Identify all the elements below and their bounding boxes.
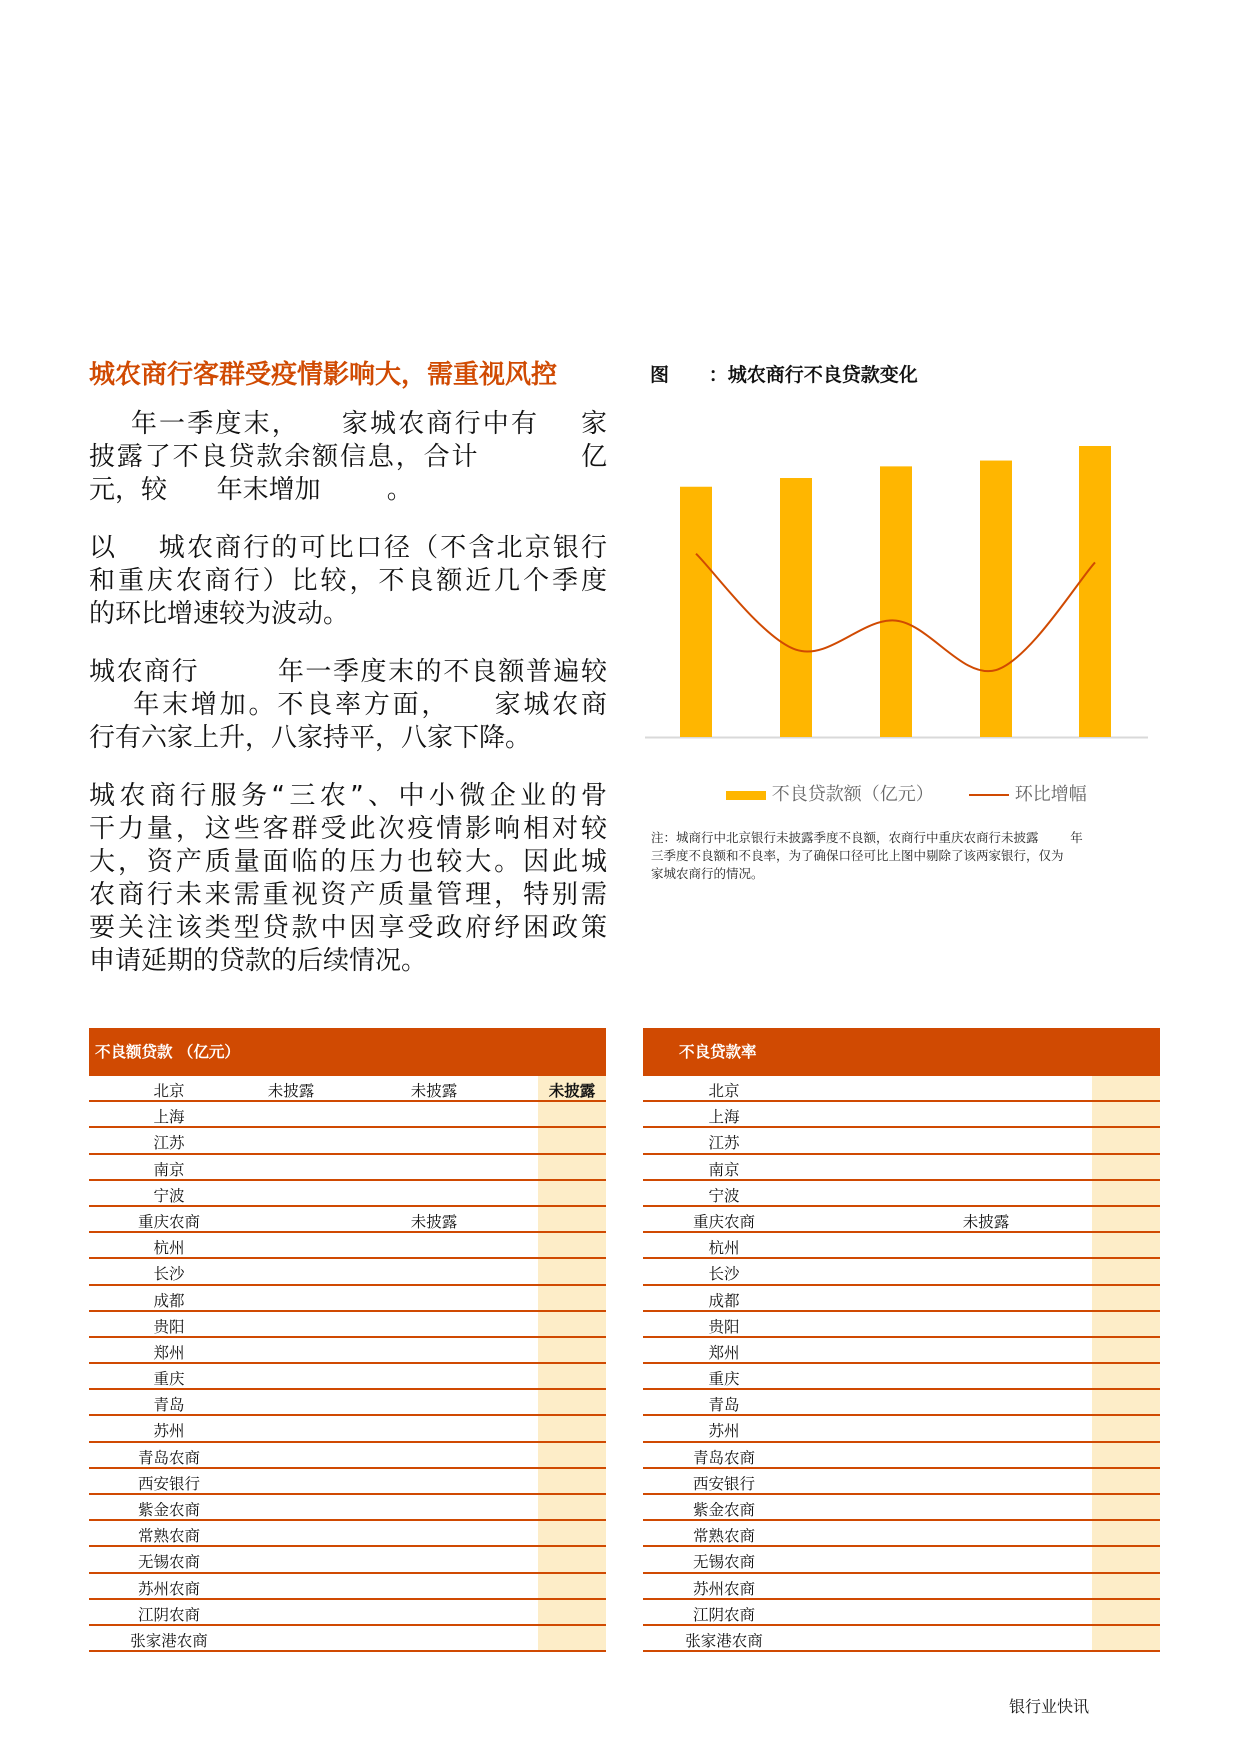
row-label: 青岛农商 bbox=[137, 1448, 201, 1467]
table-row bbox=[89, 1443, 606, 1469]
row-label: 江苏 bbox=[153, 1134, 185, 1153]
row-label: 苏州 bbox=[153, 1422, 185, 1441]
row-label: 贵阳 bbox=[708, 1317, 740, 1336]
row-label: 成都 bbox=[153, 1291, 185, 1310]
paragraph-line: 城农商行 年一季度末的不良额普遍较 bbox=[89, 657, 607, 687]
paragraph-line: 申请延期的贷款的后续情况。 bbox=[89, 946, 428, 976]
legend-bar bbox=[726, 780, 934, 806]
table-row bbox=[89, 1259, 606, 1285]
row-label: 苏州农商 bbox=[692, 1579, 756, 1598]
npl-amount-table bbox=[89, 1028, 606, 1652]
chart-note bbox=[651, 829, 1166, 883]
row-label: 紫金农商 bbox=[692, 1501, 756, 1519]
row-label: 紫金农商 bbox=[137, 1501, 201, 1519]
table-row bbox=[89, 1233, 606, 1259]
row-label: 成都 bbox=[708, 1291, 740, 1310]
table-row bbox=[643, 1469, 1160, 1495]
bar-npl-amount bbox=[680, 487, 712, 737]
npl-ratio-table bbox=[643, 1028, 1160, 1652]
row-label: 长沙 bbox=[153, 1265, 185, 1284]
row-label: 长沙 bbox=[708, 1265, 740, 1284]
table-row bbox=[89, 1076, 606, 1102]
legend-bar-swatch bbox=[726, 791, 766, 800]
row-label: 重庆 bbox=[708, 1370, 740, 1389]
row-label: 青岛农商 bbox=[692, 1448, 756, 1467]
table-row bbox=[89, 1102, 606, 1128]
section-title: 城农商行客群受疫情影响大，需重视风控 bbox=[89, 360, 558, 390]
paragraph-line: 农商行未来需重视资产质量管理，特别需 bbox=[89, 880, 607, 910]
bar-npl-amount bbox=[1079, 446, 1111, 737]
row-label: 江阴农商 bbox=[692, 1605, 756, 1624]
paragraph-line: 城农商行服务“三农”、中小微企业的骨 bbox=[89, 781, 607, 811]
row-label: 江阴农商 bbox=[137, 1605, 201, 1624]
paragraph-line: 元，较 年末增加 。 bbox=[89, 475, 413, 505]
footer-publication: 银行业快讯 bbox=[1009, 1697, 1090, 1716]
table-row bbox=[89, 1626, 606, 1652]
row-label: 苏州农商 bbox=[137, 1579, 201, 1598]
table-cell: 未披露 bbox=[410, 1212, 458, 1231]
table-row bbox=[89, 1390, 606, 1416]
table-row bbox=[643, 1521, 1160, 1547]
note-line: 注：城商行中北京银行未披露季度不良额，农商行中重庆农商行未披露 年 bbox=[651, 830, 1083, 845]
table-row bbox=[643, 1574, 1160, 1600]
table-row bbox=[89, 1521, 606, 1547]
table-row bbox=[643, 1443, 1160, 1469]
row-label: 上海 bbox=[153, 1108, 185, 1127]
paragraph bbox=[89, 656, 607, 755]
row-label: 杭州 bbox=[153, 1239, 185, 1258]
table-row bbox=[89, 1469, 606, 1495]
legend-bar-label: 不良贷款额（亿元） bbox=[771, 784, 934, 805]
row-label: 宁波 bbox=[708, 1186, 740, 1205]
table-row bbox=[89, 1416, 606, 1442]
row-label: 郑州 bbox=[153, 1343, 185, 1362]
bar-npl-amount bbox=[780, 478, 812, 737]
paragraph-line: 年一季度末， 家城农商行中有 家 bbox=[89, 409, 607, 439]
row-label: 张家港农商 bbox=[685, 1631, 763, 1650]
table-row bbox=[643, 1286, 1160, 1312]
table-row bbox=[643, 1155, 1160, 1181]
table-row bbox=[643, 1181, 1160, 1207]
table-row bbox=[89, 1128, 606, 1154]
table-cell: 未披露 bbox=[962, 1212, 1010, 1231]
table-row bbox=[643, 1312, 1160, 1338]
paragraph-line: 行有六家上升，八家持平，八家下降。 bbox=[89, 723, 532, 753]
row-label: 常熟农商 bbox=[137, 1527, 201, 1546]
row-label: 无锡农商 bbox=[137, 1553, 201, 1572]
paragraph bbox=[89, 408, 607, 507]
table-row bbox=[89, 1207, 606, 1233]
table-cell: 未披露 bbox=[548, 1082, 596, 1100]
table-row bbox=[643, 1495, 1160, 1521]
table-cell: 未披露 bbox=[267, 1082, 315, 1100]
table-cell: 未披露 bbox=[410, 1082, 458, 1100]
legend-line-label: 环比增幅 bbox=[1014, 784, 1087, 805]
row-label: 青岛 bbox=[153, 1396, 185, 1415]
table-row bbox=[89, 1312, 606, 1338]
table-header: 不良贷款率 bbox=[643, 1028, 1160, 1076]
row-label: 青岛 bbox=[708, 1396, 740, 1415]
table-row bbox=[89, 1600, 606, 1626]
table-row bbox=[89, 1495, 606, 1521]
paragraph-line: 要关注该类型贷款中因享受政府纾困政策 bbox=[89, 913, 607, 943]
bar-npl-amount bbox=[980, 461, 1012, 737]
row-label: 张家港农商 bbox=[130, 1631, 208, 1650]
table-row bbox=[89, 1155, 606, 1181]
paragraph-line: 的环比增速较为波动。 bbox=[89, 599, 350, 629]
table-row bbox=[89, 1574, 606, 1600]
table-row bbox=[643, 1233, 1160, 1259]
table-header: 不良额贷款 （亿元） bbox=[89, 1028, 606, 1076]
row-label: 南京 bbox=[153, 1160, 185, 1179]
table-row bbox=[643, 1076, 1160, 1102]
row-label: 郑州 bbox=[708, 1343, 740, 1362]
legend-line-swatch bbox=[969, 794, 1009, 796]
table-row bbox=[89, 1181, 606, 1207]
row-label: 北京 bbox=[708, 1082, 740, 1100]
table-row bbox=[89, 1364, 606, 1390]
table-row bbox=[89, 1338, 606, 1364]
paragraph-line: 年末增加。不良率方面， 家城农商 bbox=[89, 690, 607, 720]
legend-line bbox=[969, 780, 1087, 806]
row-label: 无锡农商 bbox=[692, 1553, 756, 1572]
paragraph-line: 干力量，这些客群受此次疫情影响相对较 bbox=[89, 814, 607, 844]
row-label: 西安银行 bbox=[137, 1474, 201, 1493]
row-label: 重庆 bbox=[153, 1370, 185, 1389]
paragraph-line: 和重庆农商行）比较，不良额近几个季度 bbox=[89, 566, 607, 596]
paragraph-line: 大，资产质量面临的压力也较大。因此城 bbox=[89, 847, 607, 877]
note-line: 家城农商行的情况。 bbox=[651, 866, 764, 881]
bar-npl-amount bbox=[880, 466, 912, 737]
row-label: 重庆农商 bbox=[692, 1212, 756, 1231]
table-row bbox=[643, 1626, 1160, 1652]
table-row bbox=[643, 1128, 1160, 1154]
table-row bbox=[643, 1102, 1160, 1128]
row-label: 北京 bbox=[153, 1082, 185, 1100]
row-label: 宁波 bbox=[153, 1186, 185, 1205]
table-row bbox=[643, 1259, 1160, 1285]
row-label: 西安银行 bbox=[692, 1474, 756, 1493]
table-row bbox=[643, 1600, 1160, 1626]
table-row bbox=[643, 1390, 1160, 1416]
row-label: 上海 bbox=[708, 1108, 740, 1127]
paragraph bbox=[89, 532, 607, 631]
npl-chart bbox=[640, 400, 1160, 760]
paragraph-line: 披露了不良贷款余额信息，合计 亿 bbox=[89, 442, 607, 472]
paragraph-line: 以 城农商行的可比口径（不含北京银行 bbox=[89, 533, 607, 563]
figure-title: 图 ：城农商行不良贷款变化 bbox=[650, 364, 918, 386]
row-label: 贵阳 bbox=[153, 1317, 185, 1336]
table-row bbox=[643, 1207, 1160, 1233]
table-row bbox=[89, 1547, 606, 1573]
table-row bbox=[89, 1286, 606, 1312]
row-label: 重庆农商 bbox=[137, 1212, 201, 1231]
table-row bbox=[643, 1416, 1160, 1442]
row-label: 苏州 bbox=[708, 1422, 740, 1441]
note-line: 三季度不良额和不良率，为了确保口径可比上图中剔除了该两家银行，仅为 bbox=[651, 848, 1064, 863]
row-label: 南京 bbox=[708, 1160, 740, 1179]
row-label: 常熟农商 bbox=[692, 1527, 756, 1546]
table-row bbox=[643, 1338, 1160, 1364]
paragraph bbox=[89, 780, 607, 978]
table-row bbox=[643, 1547, 1160, 1573]
row-label: 杭州 bbox=[708, 1239, 740, 1258]
row-label: 江苏 bbox=[708, 1134, 740, 1153]
table-row bbox=[643, 1364, 1160, 1390]
